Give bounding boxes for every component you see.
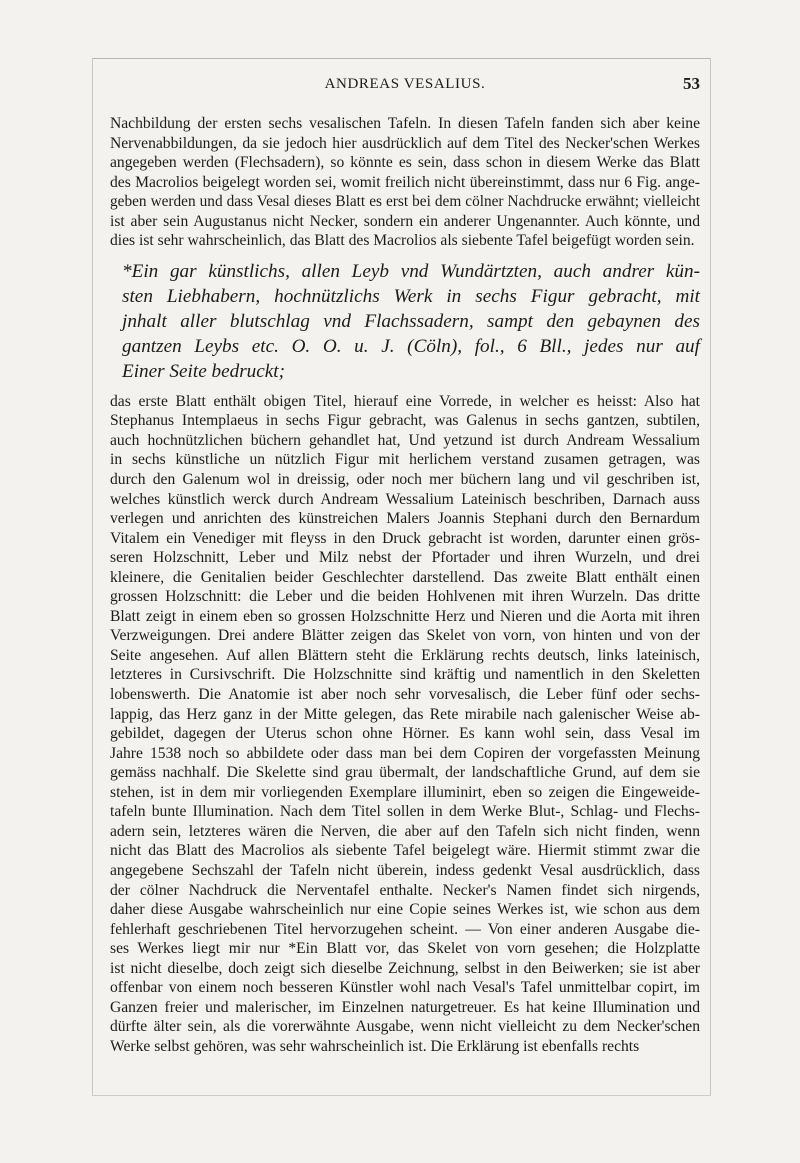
text-line: sten Liebhabern, hochnützlichs Werk in sechs Figur gebracht, mit — [122, 285, 700, 307]
paragraph-description — [110, 392, 700, 1057]
text-line: tafeln bunte Illumination. Nach dem Titel sollen in dem Werke Blut-, Schlag- und Flechs- — [110, 803, 700, 821]
text-line: daher diese Ausgabe wahrscheinlich nur eine Copie seines Werkes ist, wie schon aus dem — [110, 901, 700, 919]
text-line: Blatt zeigt in einem eben so grossen Holzschnitte Herz und Nieren und die Aorta mit ihren — [110, 607, 700, 625]
running-head-title: ANDREAS VESALIUS. — [324, 76, 486, 92]
text-line: ist nicht dieselbe, doch zeigt sich dieselbe Zeichnung, selbst in den Beiwerken; sie ist aber — [110, 959, 700, 977]
text-line: Nervenabbildungen, da sie jedoch hier ausdrücklich auf dem Titel des Necker'schen Werkes — [110, 134, 700, 152]
text-line: Verzweigungen. Drei andere Blätter zeigen das Skelet von vorn, von hinten und von der — [110, 627, 700, 645]
body-text — [110, 114, 700, 1056]
text-line: welches künstlich werck durch Andream Wessalium Lateinisch beschriben, Darnach auss — [110, 490, 700, 508]
text-line: kleinere, die Genitalien beider Geschlechter darstellend. Das zweite Blatt enthält einen — [110, 568, 700, 586]
text-line: Nachbildung der ersten sechs vesalischen Tafeln. In diesen Tafeln fanden sich aber keine — [110, 115, 700, 132]
text-line: stehen, ist in dem mir vorliegenden Exemplare illuminirt, eben so zeigen die Eingeweide- — [110, 783, 700, 801]
text-line: geben werden und dass Vesal dieses Blatt es erst bei dem cölner Nachdrucke erwähnt; vielleicht — [110, 193, 700, 211]
text-line: dürfte älter sein, als die vorerwähnte Ausgabe, wenn nicht vielleicht zu dem Necker'schen — [110, 1018, 700, 1036]
paragraph-intro — [110, 114, 700, 251]
text-line: Vitalem ein Venediger mit fleyss in den Druck gebracht ist worden, darunter einen grös- — [110, 529, 700, 547]
text-line: Jahre 1538 noch so abbildete oder dass man bei dem Copiren der vorgefassten Meinung — [110, 744, 700, 762]
text-line: offenbar von einem noch besseren Künstler wohl nach Vesal's Tafel unmittelbar copirt, im — [110, 979, 700, 997]
text-line: gemäss nachhalf. Die Skelette sind grau übermalt, der landschaftliche Grund, auf dem sie — [110, 764, 700, 782]
text-line: angegeben werden (Flechsadern), so könnte es sein, dass schon in diesem Werke das Blatt — [110, 154, 700, 172]
text-line: verlegen und anrichten des künstreichen Malers Joannis Stephani durch den Bernardum — [110, 510, 700, 528]
text-line: auch hochnützlichen büchern gehandlet hat, Und yetzund ist durch Andream Wessalium — [110, 431, 700, 449]
text-line: lappig, das Herz ganz in der Mitte gelegen, das Rete mirabile nach galenischer Weise ab- — [110, 705, 700, 723]
text-line: angegebene Sechszahl der Tafeln nicht überein, indess gedenkt Vesal ausdrücklich, dass — [110, 861, 700, 879]
text-line: der cölner Nachdruck die Nerventafel enthalte. Necker's Namen findet sich nirgends, — [110, 881, 700, 899]
text-line: in sechs künstliche un nützlich Figur mit herlichem verstand zusamen getragen, was — [110, 451, 700, 469]
text-line: Werke selbst gehören, was sehr wahrscheinlich ist. Die Erklärung ist ebenfalls rechts — [110, 1037, 640, 1055]
text-line: nicht das Blatt des Macrolios als siebente Tafel beigelegt wäre. Hiermit stimmt zwar die — [110, 842, 700, 860]
text-line: Stephanus Intemplaeus in sechs Figur gebracht, was Galenus in sechs gantzen, subtilen, — [110, 412, 700, 430]
bibliographic-title-entry — [110, 259, 700, 384]
text-line: *Ein gar künstlichs, allen Leyb vnd Wundärtzten, auch andrer kün- — [122, 260, 700, 282]
text-line: durch den Galenum wol in dreissig, oder noch mer büchern lang und vil geschriben ist, — [110, 471, 700, 489]
text-line: fehlerhaft geschriebenen Titel hervorzugehen scheint. — Von einer anderen Ausgabe die- — [110, 920, 700, 938]
text-line: des Macrolios beigelegt worden sei, womit freilich nicht übereinstimmt, dass nur 6 Fig. ange- — [110, 173, 700, 191]
text-line: Seite angesehen. Auf allen Blättern steht die Erklärung rechts deutsch, links lateinisch, — [110, 646, 700, 664]
text-line: grossen Holzschnitt: die Leber und die beiden Hohlvenen mit ihren Wurzeln. Das dritte — [110, 588, 700, 606]
text-line: das erste Blatt enthält obigen Titel, hierauf eine Vorrede, in welcher es heisst: Also hat — [110, 392, 700, 410]
text-line: Ganzen freier und malerischer, im Einzelnen naturgetreuer. Es hat keine Illumination und — [110, 998, 700, 1016]
text-line: dies ist sehr wahrscheinlich, das Blatt des Macrolios als siebente Tafel beigefügt worden sein. — [110, 232, 695, 250]
text-line: jnhalt aller blutschlag vnd Flachssadern, sampt den gebaynen des — [122, 310, 700, 332]
running-head — [110, 74, 700, 100]
text-line: ist aber sein Augustanus nicht Necker, sondern ein anderer Ungenannter. Auch könnte, und — [110, 212, 700, 230]
text-line: gebildet, dagegen der Uterus schon ohne Hörner. Es kann wohl sein, dass Vesal im — [110, 725, 700, 743]
text-line: adern sein, letzteres wären die Nerven, die aber auf den Tafeln sich nicht finden, wenn — [110, 822, 700, 840]
text-line: seren Holzschnitt, Leber und Milz nebst der Pfortader und ihren Wurzeln, und drei — [110, 549, 700, 567]
text-line: ses Werkes liegt mir nur *Ein Blatt vor, das Skelet von vorn gesehen; die Holzplatte — [110, 940, 700, 958]
text-line: gantzen Leybs etc. O. O. u. J. (Cöln), fol., 6 Bll., jedes nur auf — [122, 335, 700, 357]
page-number: 53 — [683, 74, 700, 93]
text-line: Einer Seite bedruckt; — [122, 360, 286, 382]
text-line: lobenswerth. Die Anatomie ist aber noch sehr vorvesalisch, die Leber fünf oder sechs- — [110, 686, 700, 704]
text-line: letzteres in Cursivschrift. Die Holzschnitte sind kräftig und namentlich in den Skeletten — [110, 666, 700, 684]
